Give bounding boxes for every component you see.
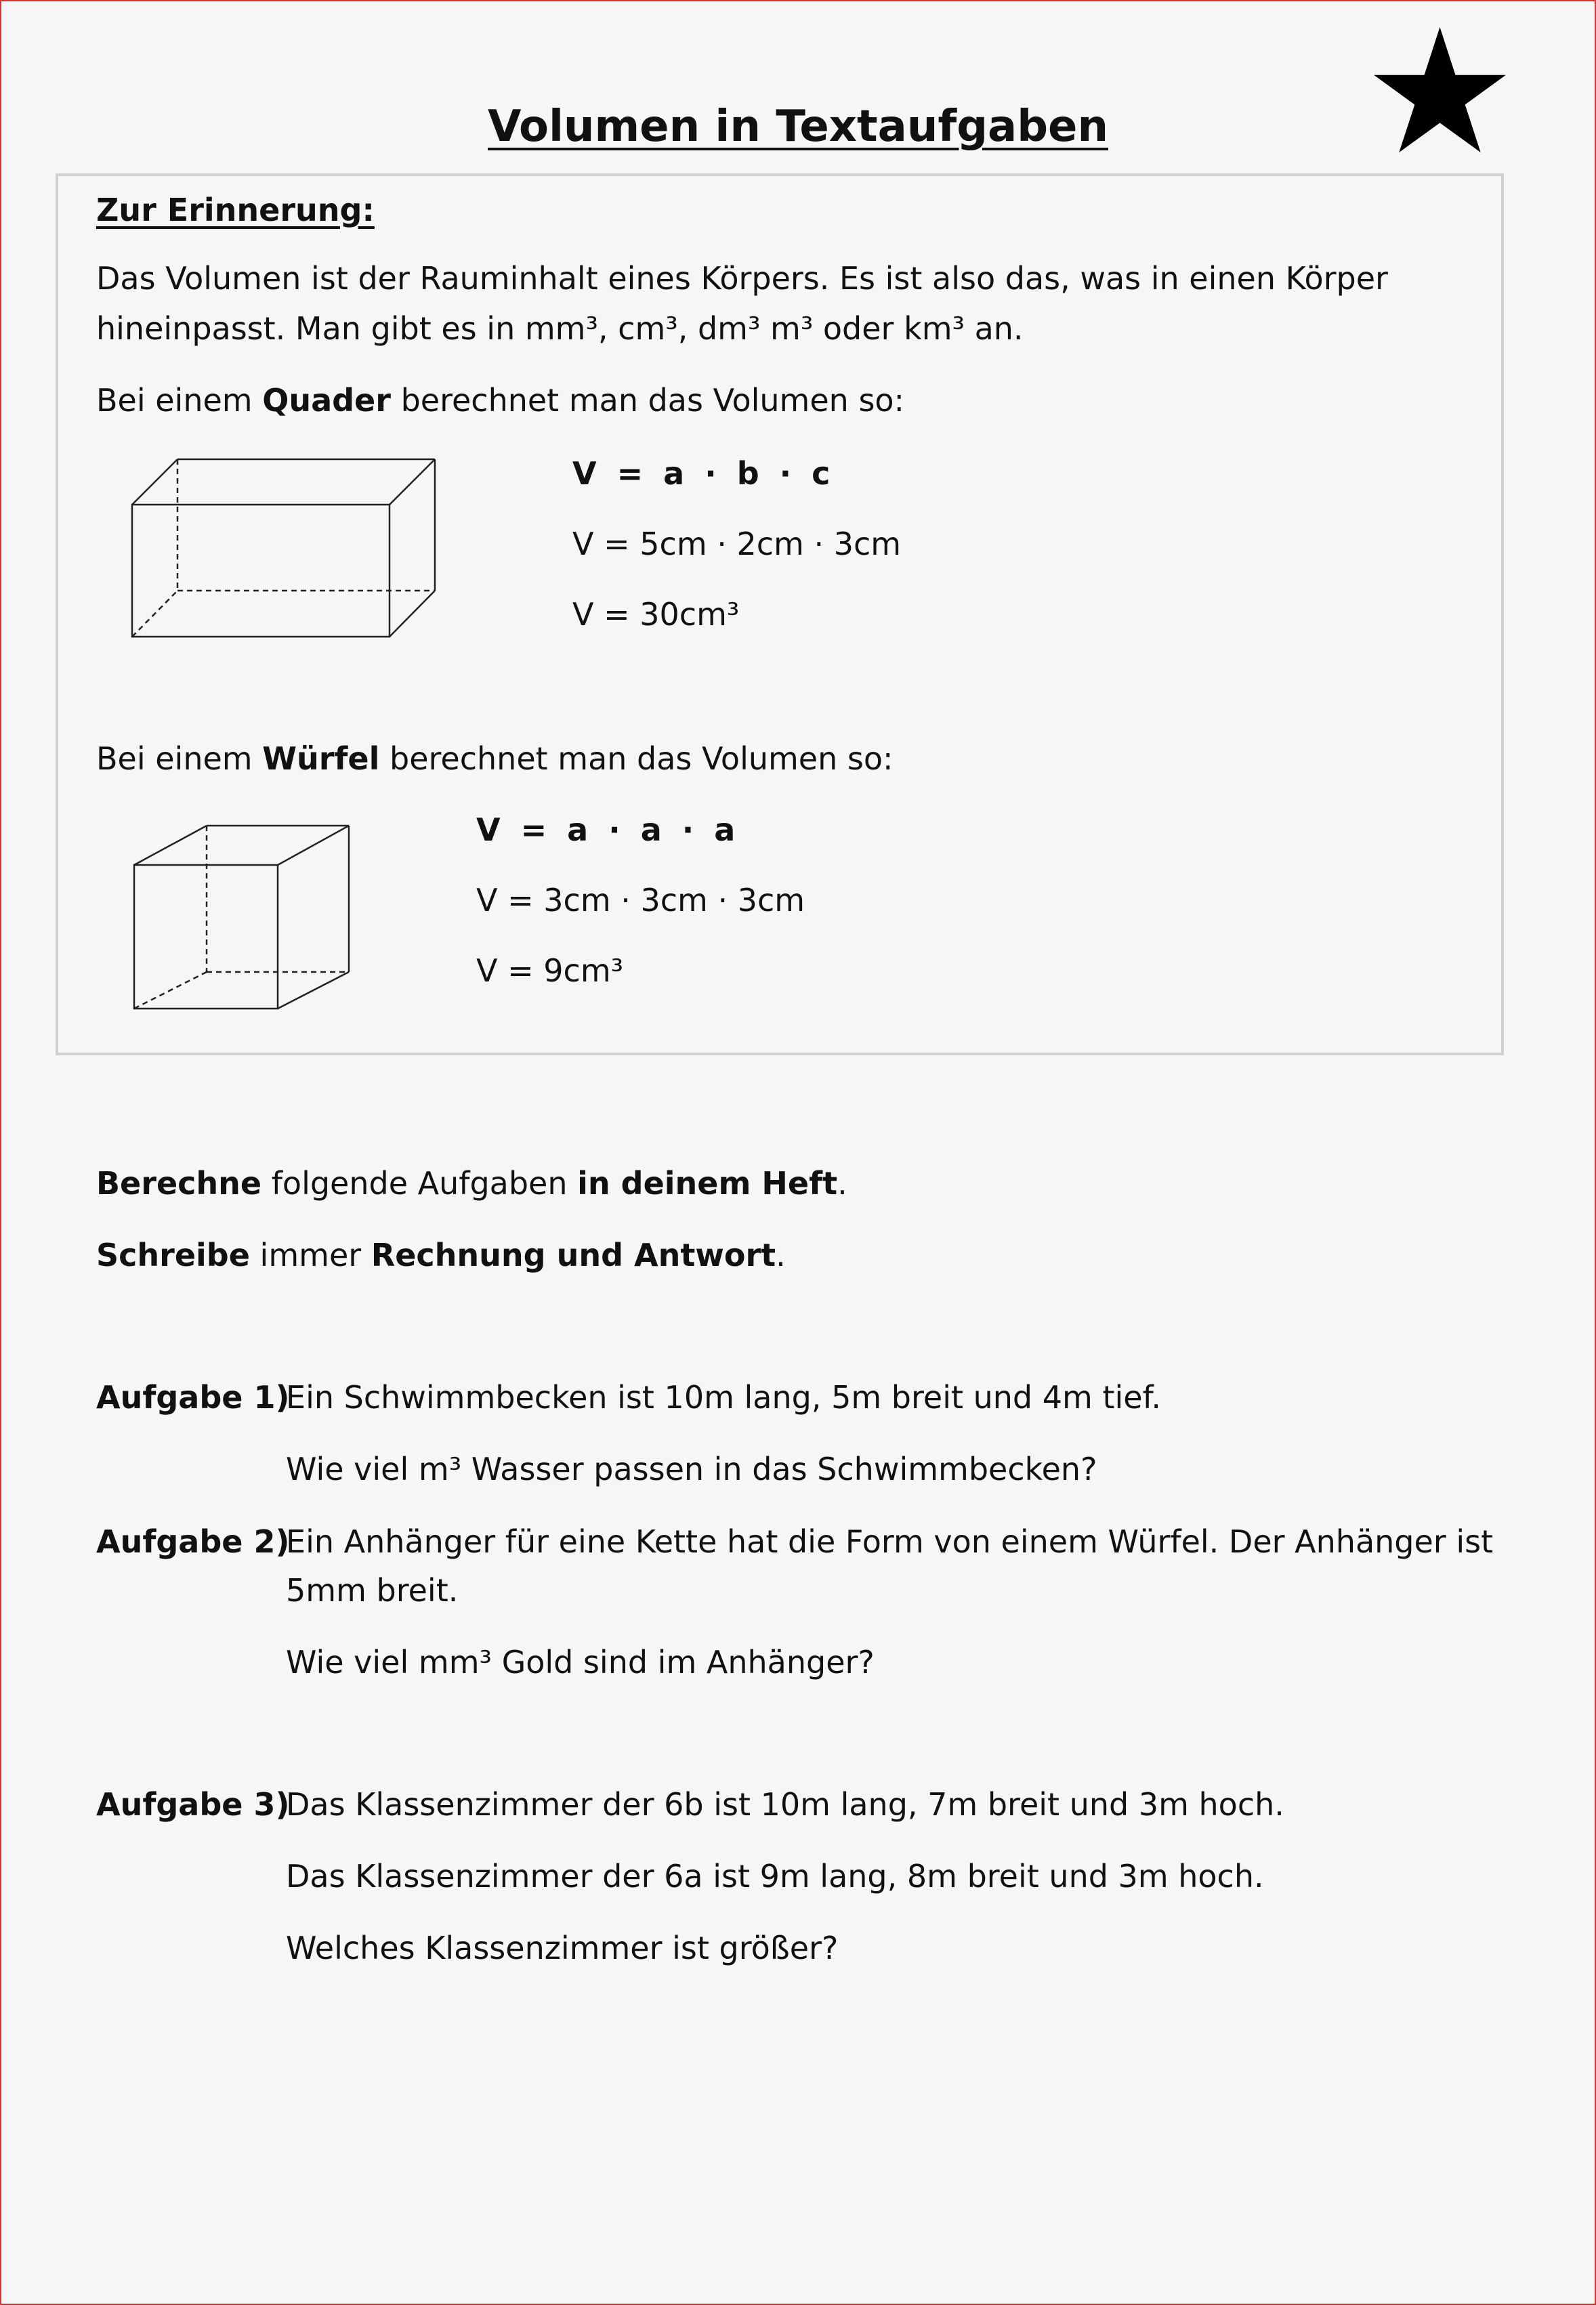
reminder-intro-line2: hineinpasst. Man gibt es in mm³, cm³, dm³ m³ oder km³ an. [96, 310, 1024, 347]
task-text: Das Klassenzimmer der 6b ist 10m lang, 7m breit und 3m hoch. [286, 1786, 1284, 1823]
task-text: Ein Anhänger für eine Kette hat die Form von einem Würfel. Der Anhänger ist [286, 1523, 1494, 1560]
reminder-intro-line1: Das Volumen ist der Rauminhalt eines Körpers. Es ist also das, was in einen Körper [96, 260, 1388, 297]
task-text: Wie viel mm³ Gold sind im Anhänger? [286, 1644, 875, 1680]
page-title: Volumen in Textaufgaben [487, 102, 1109, 152]
task-text: Wie viel m³ Wasser passen in das Schwimmbecken? [286, 1451, 1097, 1487]
task-text: 5mm breit. [286, 1572, 459, 1609]
cube-result: V = 9cm³ [476, 952, 624, 989]
cube-figure [129, 823, 359, 1016]
cuboid-result: V = 30cm³ [572, 596, 740, 633]
instruction-line2: Schreibe immer Rechnung und Antwort. [96, 1237, 786, 1273]
task-text: Das Klassenzimmer der 6a ist 9m lang, 8m breit und 3m hoch. [286, 1858, 1264, 1895]
cuboid-formula: V = a · b · c [572, 455, 831, 492]
cuboid-example: V = 5cm · 2cm · 3cm [572, 526, 902, 562]
cuboid-intro: Bei einem Quader berechnet man das Volumen so: [96, 382, 905, 419]
cuboid-figure [129, 454, 440, 643]
cube-example: V = 3cm · 3cm · 3cm [476, 882, 805, 918]
cube-formula: V = a · a · a [476, 811, 736, 848]
task-label: Aufgabe 3) [96, 1786, 290, 1823]
task-text: Welches Klassenzimmer ist größer? [286, 1930, 839, 1966]
cube-intro: Bei einem Würfel berechnet man das Volumen so: [96, 740, 894, 777]
task-label: Aufgabe 1) [96, 1379, 290, 1416]
instruction-line1: Berechne folgende Aufgaben in deinem Heft. [96, 1165, 847, 1202]
task-text: Ein Schwimmbecken ist 10m lang, 5m breit und 4m tief. [286, 1379, 1162, 1416]
task-label: Aufgabe 2) [96, 1523, 290, 1560]
reminder-heading: Zur Erinnerung: [96, 192, 375, 228]
